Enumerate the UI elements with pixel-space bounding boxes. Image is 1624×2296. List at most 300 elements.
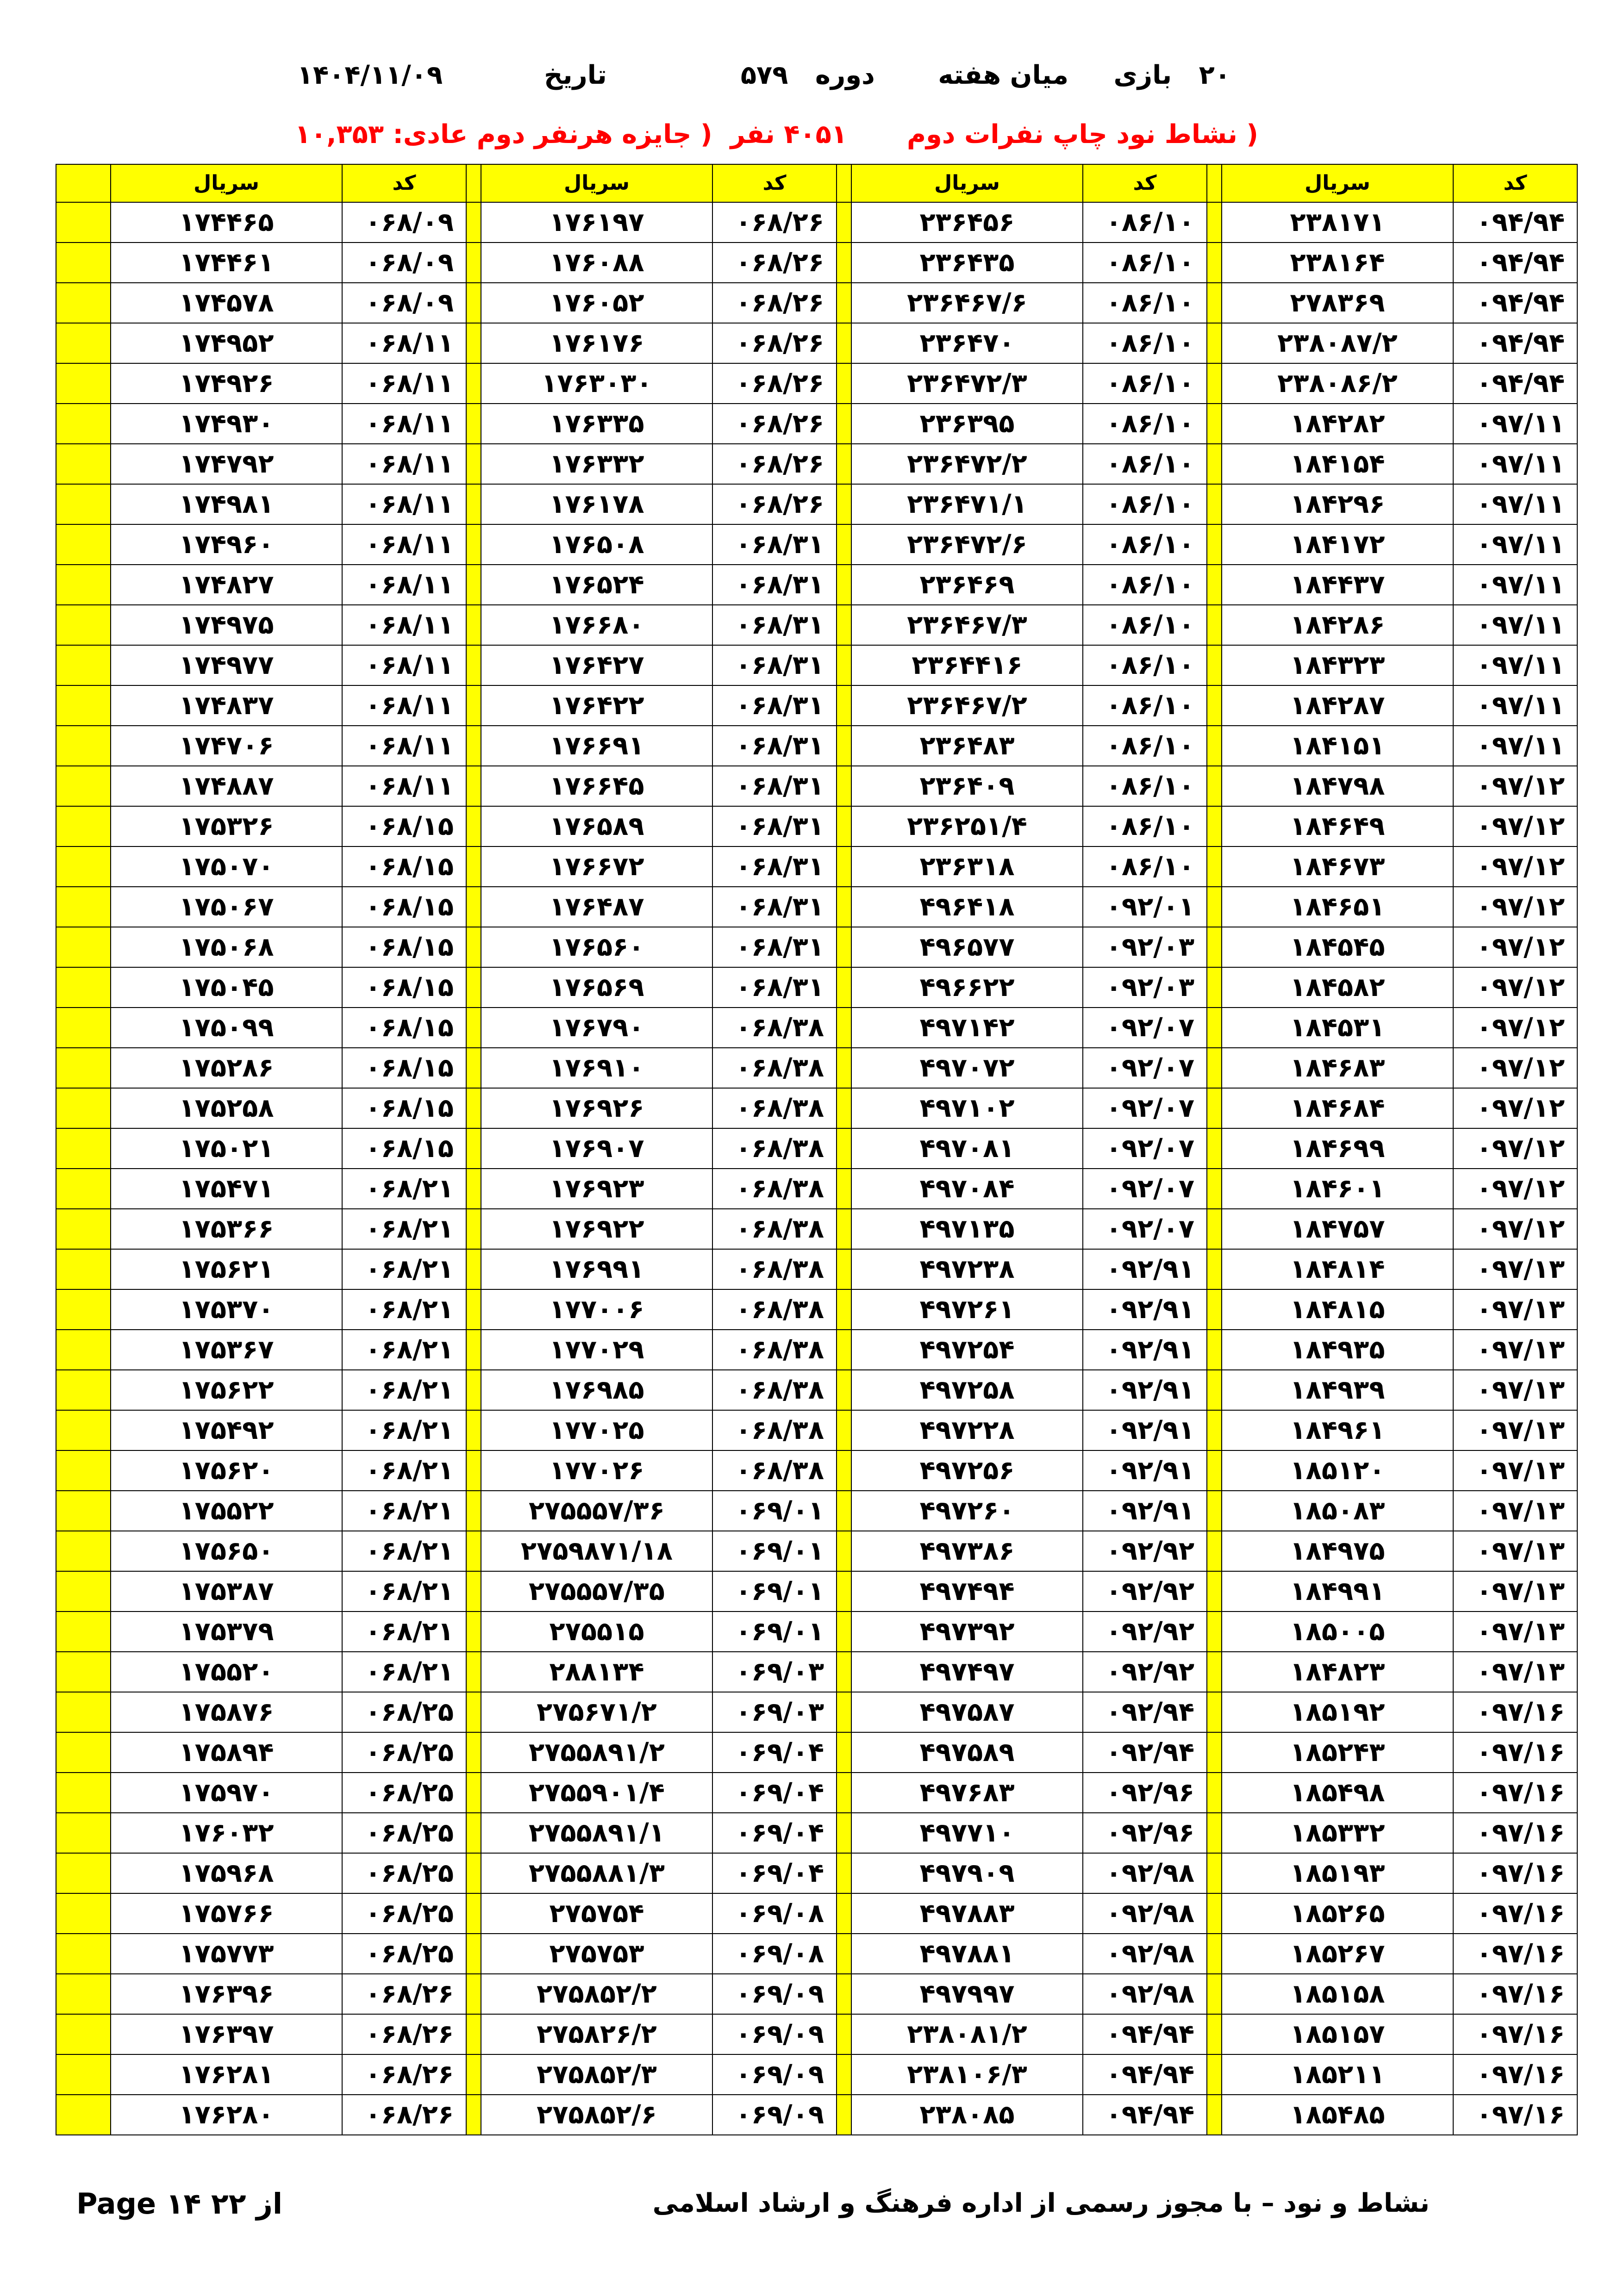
serial-cell: ۱۸۴۷۵۷ bbox=[1222, 1209, 1453, 1249]
row-spacer bbox=[56, 283, 111, 323]
serial-cell: ۴۹۷۳۸۶ bbox=[851, 1531, 1083, 1571]
code-cell: ۰۶۹/۰۳ bbox=[712, 1692, 837, 1732]
table-row bbox=[56, 202, 1577, 243]
table-row bbox=[56, 605, 1577, 645]
row-spacer bbox=[56, 1692, 111, 1732]
code-cell: ۰۶۸/۳۸ bbox=[712, 1128, 837, 1169]
code-cell: ۰۸۶/۱۰ bbox=[1083, 766, 1207, 806]
code-cell: ۰۶۸/۳۱ bbox=[712, 605, 837, 645]
row-spacer bbox=[466, 283, 481, 323]
row-spacer bbox=[466, 2095, 481, 2135]
code-cell: ۰۶۸/۲۵ bbox=[342, 1692, 466, 1732]
row-spacer bbox=[56, 1289, 111, 1330]
code-cell: ۰۹۷/۱۱ bbox=[1453, 404, 1577, 444]
code-cell: ۰۶۸/۳۱ bbox=[712, 645, 837, 685]
code-cell: ۰۶۸/۱۵ bbox=[342, 927, 466, 967]
table-row bbox=[56, 806, 1577, 846]
row-spacer bbox=[1207, 846, 1222, 887]
serial-cell: ۱۷۴۸۲۷ bbox=[111, 565, 342, 605]
code-cell: ۰۹۲/۹۴ bbox=[1083, 1732, 1207, 1773]
row-spacer bbox=[56, 1209, 111, 1249]
row-spacer bbox=[1207, 1612, 1222, 1652]
row-spacer bbox=[56, 846, 111, 887]
code-cell: ۰۹۲/۰۷ bbox=[1083, 1088, 1207, 1128]
row-spacer bbox=[56, 1450, 111, 1491]
code-cell: ۰۸۶/۱۰ bbox=[1083, 645, 1207, 685]
table-row bbox=[56, 1330, 1577, 1370]
code-cell: ۰۶۹/۰۹ bbox=[712, 1974, 837, 2014]
code-cell: ۰۹۲/۹۲ bbox=[1083, 1571, 1207, 1612]
code-cell: ۰۶۹/۰۸ bbox=[712, 1893, 837, 1934]
serial-cell: ۱۸۴۶۷۳ bbox=[1222, 846, 1453, 887]
serial-cell: ۴۹۷۲۵۶ bbox=[851, 1450, 1083, 1491]
serial-cell: ۴۹۷۲۶۱ bbox=[851, 1289, 1083, 1330]
code-cell: ۰۹۲/۹۱ bbox=[1083, 1289, 1207, 1330]
row-spacer bbox=[56, 1088, 111, 1128]
code-cell: ۰۹۴/۹۴ bbox=[1453, 243, 1577, 283]
row-spacer bbox=[466, 1732, 481, 1773]
code-cell: ۰۶۸/۲۶ bbox=[712, 323, 837, 363]
row-spacer bbox=[466, 1974, 481, 2014]
row-spacer bbox=[837, 363, 851, 404]
serial-cell: ۱۷۶۹۹۱ bbox=[481, 1249, 712, 1289]
code-cell: ۰۶۸/۱۱ bbox=[342, 444, 466, 484]
row-spacer bbox=[837, 605, 851, 645]
row-spacer bbox=[466, 1491, 481, 1531]
serial-cell: ۱۷۶۲۸۰ bbox=[111, 2095, 342, 2135]
serial-cell: ۴۹۷۲۵۴ bbox=[851, 1330, 1083, 1370]
table-row bbox=[56, 1652, 1577, 1692]
table-row bbox=[56, 1128, 1577, 1169]
code-cell: ۰۶۹/۰۴ bbox=[712, 1813, 837, 1853]
serial-cell: ۱۷۵۰۷۰ bbox=[111, 846, 342, 887]
code-cell: ۰۹۲/۹۸ bbox=[1083, 1974, 1207, 2014]
table-row bbox=[56, 1893, 1577, 1934]
row-spacer bbox=[1207, 1330, 1222, 1370]
code-cell: ۰۹۷/۱۲ bbox=[1453, 1088, 1577, 1128]
serial-cell: ۱۸۴۲۸۲ bbox=[1222, 404, 1453, 444]
row-spacer bbox=[837, 645, 851, 685]
table-row bbox=[56, 404, 1577, 444]
row-spacer bbox=[56, 1732, 111, 1773]
serial-cell: ۴۹۷۷۱۰ bbox=[851, 1813, 1083, 1853]
code-cell: ۰۹۲/۹۱ bbox=[1083, 1491, 1207, 1531]
row-spacer bbox=[56, 806, 111, 846]
serial-cell: ۱۸۴۲۹۶ bbox=[1222, 484, 1453, 524]
code-cell: ۰۹۷/۱۱ bbox=[1453, 524, 1577, 565]
code-cell: ۰۶۸/۳۸ bbox=[712, 1330, 837, 1370]
row-spacer bbox=[1207, 243, 1222, 283]
serial-cell: ۱۷۶۶۴۵ bbox=[481, 766, 712, 806]
serial-cell: ۱۷۴۹۵۲ bbox=[111, 323, 342, 363]
row-spacer bbox=[1207, 967, 1222, 1008]
row-spacer bbox=[1207, 484, 1222, 524]
code-cell: ۰۶۹/۰۱ bbox=[712, 1571, 837, 1612]
table-row bbox=[56, 766, 1577, 806]
code-cell: ۰۶۹/۰۸ bbox=[712, 1934, 837, 1974]
serial-cell: ۲۷۵۵۸۸۱/۳ bbox=[481, 1853, 712, 1893]
serial-cell: ۱۸۵۲۱۱ bbox=[1222, 2054, 1453, 2095]
page-number: ۱۴ bbox=[166, 2187, 201, 2221]
row-spacer bbox=[1207, 524, 1222, 565]
row-spacer bbox=[1207, 726, 1222, 766]
row-spacer bbox=[466, 243, 481, 283]
row-spacer bbox=[837, 967, 851, 1008]
game-number: ۲۰ bbox=[1199, 60, 1230, 90]
code-cell: ۰۶۸/۲۱ bbox=[342, 1450, 466, 1491]
code-cell: ۰۸۶/۱۰ bbox=[1083, 243, 1207, 283]
code-cell: ۰۶۸/۲۶ bbox=[712, 484, 837, 524]
code-cell: ۰۹۲/۰۷ bbox=[1083, 1209, 1207, 1249]
code-cell: ۰۶۸/۱۵ bbox=[342, 1088, 466, 1128]
row-spacer bbox=[466, 1209, 481, 1249]
serial-cell: ۴۹۷۰۸۴ bbox=[851, 1169, 1083, 1209]
row-spacer bbox=[466, 1450, 481, 1491]
serial-cell: ۲۳۶۴۳۵ bbox=[851, 243, 1083, 283]
row-spacer bbox=[837, 927, 851, 967]
code-cell: ۰۹۲/۹۱ bbox=[1083, 1249, 1207, 1289]
code-cell: ۰۶۸/۰۹ bbox=[342, 202, 466, 243]
code-cell: ۰۸۶/۱۰ bbox=[1083, 323, 1207, 363]
table-row bbox=[56, 1289, 1577, 1330]
row-spacer bbox=[56, 1410, 111, 1450]
row-spacer bbox=[837, 887, 851, 927]
code-cell: ۰۶۸/۲۶ bbox=[342, 1974, 466, 2014]
code-cell: ۰۹۴/۹۴ bbox=[1453, 283, 1577, 323]
serial-cell: ۱۷۴۹۶۰ bbox=[111, 524, 342, 565]
table-row bbox=[56, 1450, 1577, 1491]
row-spacer bbox=[837, 685, 851, 726]
code-cell: ۰۹۷/۱۲ bbox=[1453, 766, 1577, 806]
serial-cell: ۱۷۶۵۶۰ bbox=[481, 927, 712, 967]
code-cell: ۰۹۴/۹۴ bbox=[1453, 202, 1577, 243]
serial-cell: ۲۷۵۵۹۰۱/۴ bbox=[481, 1773, 712, 1813]
row-spacer bbox=[56, 2054, 111, 2095]
serial-cell: ۱۷۶۴۸۷ bbox=[481, 887, 712, 927]
code-cell: ۰۶۸/۱۵ bbox=[342, 846, 466, 887]
code-cell: ۰۶۸/۲۵ bbox=[342, 1773, 466, 1813]
serial-cell: ۲۳۶۴۷۰ bbox=[851, 323, 1083, 363]
serial-cell: ۱۷۴۴۶۱ bbox=[111, 243, 342, 283]
code-cell: ۰۶۸/۱۱ bbox=[342, 565, 466, 605]
row-spacer bbox=[466, 645, 481, 685]
serial-cell: ۱۸۵۱۹۳ bbox=[1222, 1853, 1453, 1893]
code-cell: ۰۶۸/۳۸ bbox=[712, 1370, 837, 1410]
code-cell: ۰۹۴/۹۴ bbox=[1083, 2054, 1207, 2095]
code-cell: ۰۹۷/۱۱ bbox=[1453, 645, 1577, 685]
row-spacer bbox=[837, 1209, 851, 1249]
table-row bbox=[56, 363, 1577, 404]
header-code: کد bbox=[342, 164, 466, 202]
serial-cell: ۲۳۶۴۷۲/۲ bbox=[851, 444, 1083, 484]
serial-cell: ۴۹۷۰۸۱ bbox=[851, 1128, 1083, 1169]
row-spacer bbox=[466, 1249, 481, 1289]
serial-cell: ۴۹۷۲۳۸ bbox=[851, 1249, 1083, 1289]
row-spacer bbox=[1207, 1934, 1222, 1974]
row-spacer bbox=[466, 565, 481, 605]
code-cell: ۰۶۸/۲۱ bbox=[342, 1330, 466, 1370]
subtitle-text: ( نشاط نود چاپ نفرات دوم bbox=[906, 119, 1258, 149]
row-spacer bbox=[466, 2014, 481, 2054]
row-spacer bbox=[466, 605, 481, 645]
serial-cell: ۱۸۵۲۶۵ bbox=[1222, 1893, 1453, 1934]
code-cell: ۰۶۸/۱۵ bbox=[342, 967, 466, 1008]
serial-cell: ۴۹۷۳۹۲ bbox=[851, 1612, 1083, 1652]
row-spacer bbox=[1207, 887, 1222, 927]
row-spacer bbox=[56, 766, 111, 806]
serial-cell: ۲۳۶۳۱۸ bbox=[851, 846, 1083, 887]
row-spacer bbox=[466, 1612, 481, 1652]
row-spacer bbox=[56, 1048, 111, 1088]
row-spacer bbox=[1207, 1088, 1222, 1128]
row-spacer bbox=[1207, 2054, 1222, 2095]
table-row bbox=[56, 726, 1577, 766]
row-spacer bbox=[56, 1571, 111, 1612]
row-spacer bbox=[837, 1088, 851, 1128]
table-row bbox=[56, 1732, 1577, 1773]
row-spacer bbox=[1207, 645, 1222, 685]
code-cell: ۰۶۹/۰۳ bbox=[712, 1652, 837, 1692]
row-spacer bbox=[56, 2014, 111, 2054]
code-cell: ۰۶۹/۰۹ bbox=[712, 2095, 837, 2135]
serial-cell: ۱۷۶۲۸۱ bbox=[111, 2054, 342, 2095]
row-spacer bbox=[56, 1974, 111, 2014]
row-spacer bbox=[1207, 2014, 1222, 2054]
code-cell: ۰۹۷/۱۲ bbox=[1453, 806, 1577, 846]
code-cell: ۰۹۲/۰۷ bbox=[1083, 1048, 1207, 1088]
code-cell: ۰۹۷/۱۳ bbox=[1453, 1370, 1577, 1410]
code-cell: ۰۹۲/۹۲ bbox=[1083, 1531, 1207, 1571]
code-cell: ۰۶۸/۳۱ bbox=[712, 806, 837, 846]
serial-cell: ۱۷۵۰۶۷ bbox=[111, 887, 342, 927]
code-cell: ۰۹۲/۹۲ bbox=[1083, 1612, 1207, 1652]
serial-cell: ۱۸۵۱۹۲ bbox=[1222, 1692, 1453, 1732]
table-row bbox=[56, 846, 1577, 887]
row-spacer bbox=[1207, 1692, 1222, 1732]
row-spacer bbox=[466, 404, 481, 444]
row-spacer bbox=[56, 1531, 111, 1571]
row-spacer bbox=[837, 1491, 851, 1531]
code-cell: ۰۶۸/۲۵ bbox=[342, 1934, 466, 1974]
code-cell: ۰۹۷/۱۶ bbox=[1453, 1773, 1577, 1813]
row-spacer bbox=[56, 1128, 111, 1169]
code-cell: ۰۹۲/۹۱ bbox=[1083, 1330, 1207, 1370]
row-spacer bbox=[56, 1330, 111, 1370]
row-spacer bbox=[1207, 685, 1222, 726]
code-cell: ۰۶۸/۱۱ bbox=[342, 685, 466, 726]
table-row bbox=[56, 323, 1577, 363]
row-spacer bbox=[466, 1571, 481, 1612]
code-cell: ۰۶۸/۲۱ bbox=[342, 1169, 466, 1209]
serial-cell: ۱۷۶۱۷۶ bbox=[481, 323, 712, 363]
serial-cell: ۴۹۷۹۹۷ bbox=[851, 1974, 1083, 2014]
row-spacer bbox=[466, 806, 481, 846]
serial-cell: ۲۷۵۸۵۲/۶ bbox=[481, 2095, 712, 2135]
code-cell: ۰۹۷/۱۶ bbox=[1453, 1813, 1577, 1853]
code-cell: ۰۶۸/۱۵ bbox=[342, 887, 466, 927]
code-cell: ۰۶۸/۳۸ bbox=[712, 1289, 837, 1330]
row-spacer bbox=[56, 605, 111, 645]
code-cell: ۰۹۲/۰۳ bbox=[1083, 967, 1207, 1008]
row-spacer bbox=[56, 2095, 111, 2135]
row-spacer bbox=[56, 1491, 111, 1531]
code-cell: ۰۸۶/۱۰ bbox=[1083, 565, 1207, 605]
header-code: کد bbox=[1083, 164, 1207, 202]
serial-cell: ۱۷۶۳۳۲ bbox=[481, 444, 712, 484]
code-cell: ۰۸۶/۱۰ bbox=[1083, 202, 1207, 243]
row-spacer bbox=[466, 1008, 481, 1048]
code-cell: ۰۹۷/۱۶ bbox=[1453, 1853, 1577, 1893]
row-spacer bbox=[56, 1249, 111, 1289]
code-cell: ۰۶۸/۲۵ bbox=[342, 1853, 466, 1893]
serial-cell: ۱۸۴۲۸۷ bbox=[1222, 685, 1453, 726]
serial-cell: ۱۷۶۴۲۲ bbox=[481, 685, 712, 726]
serial-cell: ۲۳۶۴۶۷/۳ bbox=[851, 605, 1083, 645]
serial-cell: ۱۸۴۷۹۸ bbox=[1222, 766, 1453, 806]
row-spacer bbox=[1207, 1008, 1222, 1048]
code-cell: ۰۶۸/۲۱ bbox=[342, 1209, 466, 1249]
code-cell: ۰۹۷/۱۳ bbox=[1453, 1571, 1577, 1612]
row-spacer bbox=[1207, 404, 1222, 444]
code-cell: ۰۶۸/۲۶ bbox=[342, 2014, 466, 2054]
code-cell: ۰۹۷/۱۳ bbox=[1453, 1410, 1577, 1450]
serial-cell: ۴۹۷۲۲۸ bbox=[851, 1410, 1083, 1450]
serial-cell: ۴۹۷۵۸۷ bbox=[851, 1692, 1083, 1732]
serial-cell: ۲۳۶۴۷۱/۱ bbox=[851, 484, 1083, 524]
serial-cell: ۱۸۴۶۴۹ bbox=[1222, 806, 1453, 846]
row-spacer bbox=[837, 1169, 851, 1209]
row-spacer bbox=[56, 645, 111, 685]
row-spacer bbox=[466, 1652, 481, 1692]
row-spacer bbox=[56, 243, 111, 283]
code-cell: ۰۶۸/۰۹ bbox=[342, 243, 466, 283]
row-spacer bbox=[466, 927, 481, 967]
period-label: دوره bbox=[815, 60, 875, 90]
row-spacer bbox=[466, 1934, 481, 1974]
serial-cell: ۱۸۵۴۹۸ bbox=[1222, 1773, 1453, 1813]
row-spacer bbox=[1207, 1652, 1222, 1692]
row-spacer bbox=[466, 1289, 481, 1330]
code-cell: ۰۸۶/۱۰ bbox=[1083, 806, 1207, 846]
code-cell: ۰۶۸/۳۱ bbox=[712, 887, 837, 927]
row-spacer bbox=[466, 766, 481, 806]
code-cell: ۰۶۸/۱۵ bbox=[342, 1048, 466, 1088]
serial-cell: ۱۷۵۲۸۶ bbox=[111, 1048, 342, 1088]
serial-cell: ۱۷۴۸۸۷ bbox=[111, 766, 342, 806]
row-spacer bbox=[837, 1692, 851, 1732]
table-row bbox=[56, 2054, 1577, 2095]
row-spacer bbox=[466, 846, 481, 887]
row-spacer bbox=[1207, 323, 1222, 363]
serial-cell: ۱۷۶۹۰۷ bbox=[481, 1128, 712, 1169]
code-cell: ۰۶۸/۲۶ bbox=[342, 2054, 466, 2095]
row-spacer bbox=[466, 524, 481, 565]
serial-cell: ۱۷۴۹۸۱ bbox=[111, 484, 342, 524]
serial-cell: ۱۷۷۰۰۶ bbox=[481, 1289, 712, 1330]
code-cell: ۰۶۸/۱۱ bbox=[342, 766, 466, 806]
code-cell: ۰۹۷/۱۶ bbox=[1453, 1893, 1577, 1934]
table-row bbox=[56, 645, 1577, 685]
serial-cell: ۱۷۵۶۲۲ bbox=[111, 1370, 342, 1410]
code-cell: ۰۶۸/۳۱ bbox=[712, 967, 837, 1008]
row-spacer bbox=[837, 1289, 851, 1330]
code-cell: ۰۶۸/۱۵ bbox=[342, 806, 466, 846]
row-spacer bbox=[1207, 1410, 1222, 1450]
serial-cell: ۱۷۶۳۳۵ bbox=[481, 404, 712, 444]
code-cell: ۰۹۲/۹۲ bbox=[1083, 1652, 1207, 1692]
row-spacer bbox=[1207, 1209, 1222, 1249]
serial-cell: ۱۷۶۰۸۸ bbox=[481, 243, 712, 283]
serial-cell: ۱۷۵۳۲۶ bbox=[111, 806, 342, 846]
serial-cell: ۲۳۶۲۵۱/۴ bbox=[851, 806, 1083, 846]
serial-cell: ۱۷۴۹۷۵ bbox=[111, 605, 342, 645]
code-cell: ۰۹۲/۹۴ bbox=[1083, 1692, 1207, 1732]
header-serial: سریال bbox=[111, 164, 342, 202]
row-spacer bbox=[837, 243, 851, 283]
row-spacer bbox=[837, 2095, 851, 2135]
serial-cell: ۴۹۷۲۵۸ bbox=[851, 1370, 1083, 1410]
serial-cell: ۲۷۸۳۶۹ bbox=[1222, 283, 1453, 323]
serial-cell: ۱۸۴۵۳۱ bbox=[1222, 1008, 1453, 1048]
serial-cell: ۴۹۶۴۱۸ bbox=[851, 887, 1083, 927]
header-spacer bbox=[1207, 164, 1222, 202]
code-cell: ۰۶۹/۰۱ bbox=[712, 1612, 837, 1652]
row-spacer bbox=[466, 1692, 481, 1732]
code-cell: ۰۸۶/۱۰ bbox=[1083, 404, 1207, 444]
row-spacer bbox=[1207, 1491, 1222, 1531]
code-cell: ۰۶۹/۰۹ bbox=[712, 2054, 837, 2095]
code-cell: ۰۶۹/۰۱ bbox=[712, 1531, 837, 1571]
code-cell: ۰۶۸/۱۱ bbox=[342, 404, 466, 444]
row-spacer bbox=[1207, 1289, 1222, 1330]
serial-cell: ۱۷۵۰۶۸ bbox=[111, 927, 342, 967]
table-row bbox=[56, 1531, 1577, 1571]
code-cell: ۰۶۸/۲۶ bbox=[712, 404, 837, 444]
row-spacer bbox=[56, 1370, 111, 1410]
row-spacer bbox=[837, 1370, 851, 1410]
row-spacer bbox=[466, 1410, 481, 1450]
serial-cell: ۱۸۴۶۸۴ bbox=[1222, 1088, 1453, 1128]
code-cell: ۰۹۲/۹۸ bbox=[1083, 1893, 1207, 1934]
serial-cell: ۱۷۵۶۲۱ bbox=[111, 1249, 342, 1289]
code-cell: ۰۹۲/۰۱ bbox=[1083, 887, 1207, 927]
code-cell: ۰۶۸/۳۱ bbox=[712, 846, 837, 887]
row-spacer bbox=[837, 1732, 851, 1773]
row-spacer bbox=[837, 846, 851, 887]
code-cell: ۰۶۸/۲۵ bbox=[342, 1732, 466, 1773]
code-cell: ۰۶۸/۳۸ bbox=[712, 1410, 837, 1450]
table-row bbox=[56, 444, 1577, 484]
serial-cell: ۱۸۴۱۷۲ bbox=[1222, 524, 1453, 565]
code-cell: ۰۹۷/۱۳ bbox=[1453, 1330, 1577, 1370]
serial-cell: ۱۷۵۴۹۲ bbox=[111, 1410, 342, 1450]
serial-cell: ۱۷۶۷۹۰ bbox=[481, 1008, 712, 1048]
row-spacer bbox=[1207, 605, 1222, 645]
code-cell: ۰۹۴/۹۴ bbox=[1453, 363, 1577, 404]
code-cell: ۰۸۶/۱۰ bbox=[1083, 846, 1207, 887]
table-row bbox=[56, 1410, 1577, 1450]
serial-cell: ۱۷۶۴۲۷ bbox=[481, 645, 712, 685]
serial-cell: ۱۷۷۰۲۹ bbox=[481, 1330, 712, 1370]
code-cell: ۰۶۹/۰۴ bbox=[712, 1773, 837, 1813]
serial-cell: ۲۳۶۴۴۱۶ bbox=[851, 645, 1083, 685]
row-spacer bbox=[56, 404, 111, 444]
code-cell: ۰۸۶/۱۰ bbox=[1083, 444, 1207, 484]
code-cell: ۰۶۸/۳۱ bbox=[712, 766, 837, 806]
code-cell: ۰۹۲/۹۱ bbox=[1083, 1410, 1207, 1450]
code-cell: ۰۶۹/۰۹ bbox=[712, 2014, 837, 2054]
serial-cell: ۱۸۴۲۸۶ bbox=[1222, 605, 1453, 645]
